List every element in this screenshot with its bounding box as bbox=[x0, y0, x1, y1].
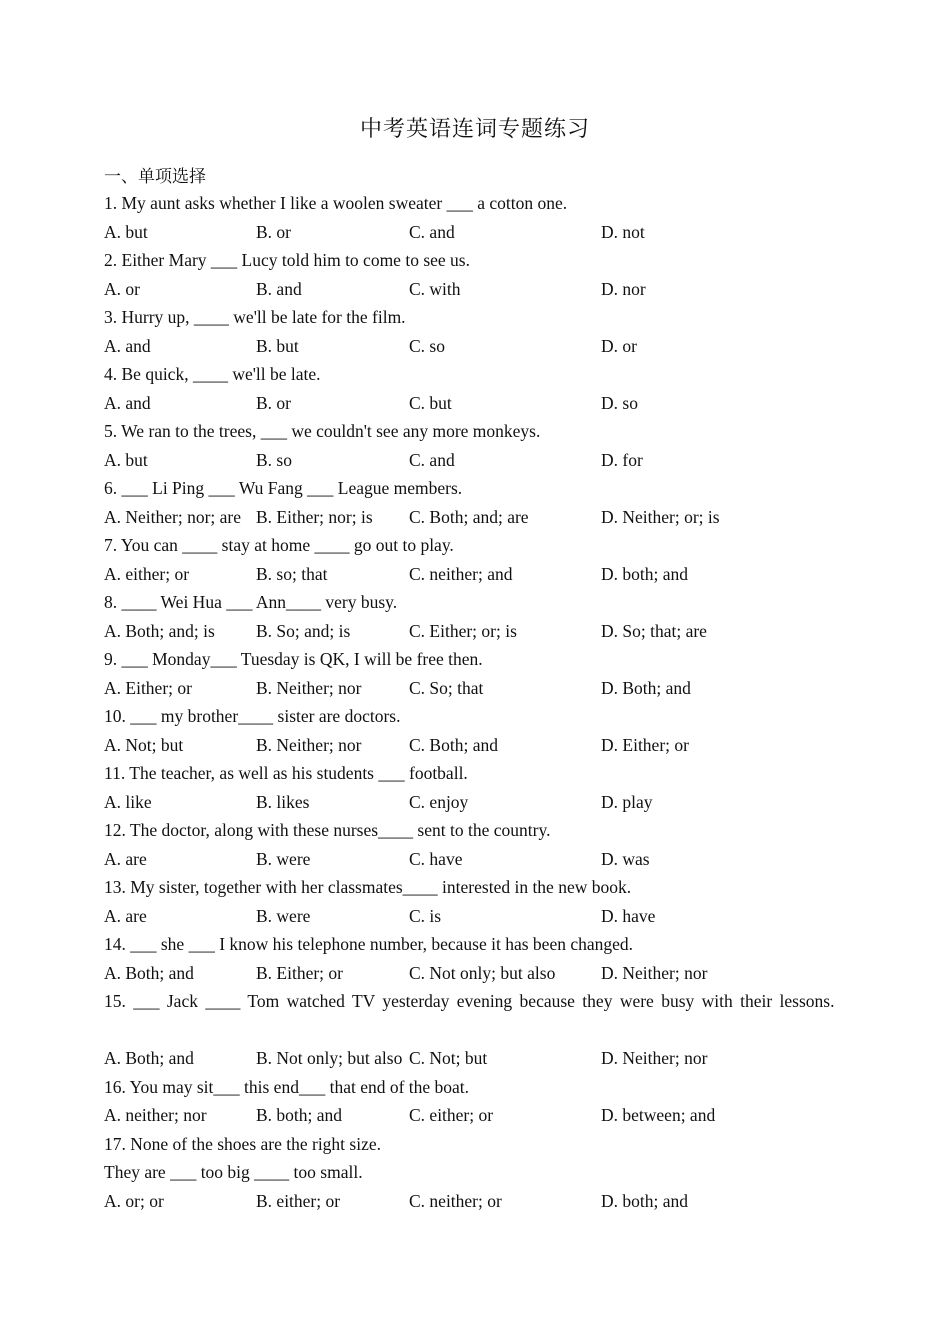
option-b: B. Neither; nor bbox=[256, 734, 362, 755]
option-b: B. likes bbox=[256, 791, 310, 812]
question-text: 5. We ran to the trees, ___ we couldn't see any more monkeys. bbox=[104, 421, 541, 441]
answer-options bbox=[104, 560, 848, 589]
option-a: A. are bbox=[104, 848, 147, 869]
option-d: D. Either; or bbox=[601, 734, 689, 755]
question-text: 2. Either Mary ___ Lucy told him to come to see us. bbox=[104, 250, 470, 270]
answer-options bbox=[104, 1187, 848, 1216]
question-item bbox=[104, 1130, 848, 1216]
question-text: 12. The doctor, along with these nurses____ sent to the country. bbox=[104, 820, 551, 840]
answer-options bbox=[104, 389, 848, 418]
question-text: 4. Be quick, ____ we'll be late. bbox=[104, 364, 321, 384]
question-list bbox=[104, 189, 848, 1215]
question-item bbox=[104, 360, 848, 417]
answer-options bbox=[104, 845, 848, 874]
option-c: C. so bbox=[409, 335, 445, 356]
option-c: C. and bbox=[409, 449, 455, 470]
question-item bbox=[104, 474, 848, 531]
option-c: C. Either; or; is bbox=[409, 620, 517, 641]
option-d: D. so bbox=[601, 392, 638, 413]
option-c: C. Both; and; are bbox=[409, 506, 529, 527]
option-c: C. and bbox=[409, 221, 455, 242]
option-d: D. was bbox=[601, 848, 650, 869]
question-text: 14. ___ she ___ I know his telephone number, because it has been changed. bbox=[104, 934, 634, 954]
option-b: B. or bbox=[256, 392, 291, 413]
question-text: 8. ____ Wei Hua ___ Ann____ very busy. bbox=[104, 592, 398, 612]
question-item bbox=[104, 417, 848, 474]
question-text: 13. My sister, together with her classmates____ interested in the new book. bbox=[104, 877, 632, 897]
option-c: C. Both; and bbox=[409, 734, 498, 755]
question-text: 7. You can ____ stay at home ____ go out to play. bbox=[104, 535, 454, 555]
question-text: 10. ___ my brother____ sister are doctors. bbox=[104, 706, 401, 726]
option-b: B. either; or bbox=[256, 1190, 341, 1211]
answer-options bbox=[104, 731, 848, 760]
option-a: A. Both; and bbox=[104, 962, 194, 983]
answer-options bbox=[104, 503, 848, 532]
question-item bbox=[104, 759, 848, 816]
question-text: 11. The teacher, as well as his students ___ football. bbox=[104, 763, 468, 783]
option-a: A. Both; and; is bbox=[104, 620, 215, 641]
option-b: B. were bbox=[256, 905, 311, 926]
question-text: 17. None of the shoes are the right size. bbox=[104, 1133, 382, 1154]
option-b: B. Neither; nor bbox=[256, 677, 362, 698]
option-c: C. enjoy bbox=[409, 791, 469, 812]
answer-options bbox=[104, 1101, 848, 1130]
option-b: B. so bbox=[256, 449, 292, 470]
option-b: B. Either; or bbox=[256, 962, 343, 983]
question-item bbox=[104, 588, 848, 645]
question-text: 1. My aunt asks whether I like a woolen sweater ___ a cotton one. bbox=[104, 193, 568, 213]
option-d: D. So; that; are bbox=[601, 620, 707, 641]
option-a: A. neither; nor bbox=[104, 1105, 207, 1125]
option-b: B. and bbox=[256, 278, 302, 299]
option-b: B. or bbox=[256, 221, 291, 242]
answer-options bbox=[104, 788, 848, 817]
option-a: A. or bbox=[104, 278, 140, 299]
option-c: C. with bbox=[409, 278, 461, 299]
question-text: 3. Hurry up, ____ we'll be late for the film. bbox=[104, 307, 406, 327]
question-item bbox=[104, 189, 848, 246]
option-b: B. Not only; but also bbox=[256, 1048, 403, 1068]
option-d: D. not bbox=[601, 221, 645, 242]
option-d: D. Neither; nor bbox=[601, 1048, 708, 1068]
option-c: C. Not only; but also bbox=[409, 962, 556, 983]
option-d: D. both; and bbox=[601, 563, 689, 584]
question-item bbox=[104, 303, 848, 360]
option-d: D. Neither; nor bbox=[601, 962, 708, 983]
question-text: 9. ___ Monday___ Tuesday is QK, I will be free then. bbox=[104, 649, 483, 669]
option-b: B. were bbox=[256, 848, 311, 869]
answer-options bbox=[104, 617, 848, 646]
option-d: D. between; and bbox=[601, 1105, 716, 1125]
option-a: A. Either; or bbox=[104, 677, 192, 698]
option-c: C. either; or bbox=[409, 1105, 494, 1125]
option-a: A. but bbox=[104, 449, 148, 470]
question-text: 15. ___ Jack ____ Tom watched TV yesterday evening because they were busy with their lessons. bbox=[104, 991, 835, 1011]
option-b: B. So; and; is bbox=[256, 620, 351, 641]
option-b: B. Either; nor; is bbox=[256, 506, 373, 527]
question-item bbox=[104, 816, 848, 873]
option-a: A. or; or bbox=[104, 1190, 164, 1211]
option-c: C. So; that bbox=[409, 677, 484, 698]
option-c: C. have bbox=[409, 848, 463, 869]
option-a: A. like bbox=[104, 791, 152, 812]
option-b: B. so; that bbox=[256, 563, 328, 584]
answer-options bbox=[104, 218, 848, 247]
answer-options bbox=[104, 959, 848, 988]
option-d: D. Neither; or; is bbox=[601, 506, 720, 527]
answer-options bbox=[104, 275, 848, 304]
question-item bbox=[104, 873, 848, 930]
option-c: C. neither; or bbox=[409, 1190, 502, 1211]
option-a: A. and bbox=[104, 335, 151, 356]
option-b: B. both; and bbox=[256, 1105, 343, 1125]
question-item bbox=[104, 987, 848, 1073]
question-text: 16. You may sit___ this end___ that end of the boat. bbox=[104, 1076, 470, 1097]
question-item bbox=[104, 1073, 848, 1130]
option-c: C. Not; but bbox=[409, 1048, 488, 1068]
option-d: D. Both; and bbox=[601, 677, 691, 698]
answer-options bbox=[104, 674, 848, 703]
option-a: A. are bbox=[104, 905, 147, 926]
option-a: A. either; or bbox=[104, 563, 190, 584]
question-item bbox=[104, 645, 848, 702]
question-item bbox=[104, 531, 848, 588]
question-text: 6. ___ Li Ping ___ Wu Fang ___ League members. bbox=[104, 478, 463, 498]
option-d: D. play bbox=[601, 791, 653, 812]
answer-options bbox=[104, 446, 848, 475]
option-a: A. Neither; nor; are bbox=[104, 506, 242, 527]
option-c: C. but bbox=[409, 392, 452, 413]
option-a: A. but bbox=[104, 221, 148, 242]
question-item bbox=[104, 930, 848, 987]
question-text-continued: They are ___ too big ____ too small. bbox=[104, 1162, 363, 1182]
section-heading: 一、单项选择 bbox=[104, 167, 206, 187]
option-c: C. is bbox=[409, 905, 442, 926]
answer-options bbox=[104, 902, 848, 931]
option-d: D. both; and bbox=[601, 1190, 689, 1211]
option-d: D. have bbox=[601, 905, 656, 926]
question-item bbox=[104, 702, 848, 759]
option-d: D. nor bbox=[601, 278, 646, 299]
answer-options bbox=[104, 1044, 848, 1073]
option-d: D. for bbox=[601, 449, 643, 470]
option-a: A. and bbox=[104, 392, 151, 413]
page-title: 中考英语连词专题练习 bbox=[359, 117, 590, 142]
option-c: C. neither; and bbox=[409, 563, 513, 584]
answer-options bbox=[104, 332, 848, 361]
question-item bbox=[104, 246, 848, 303]
option-b: B. but bbox=[256, 335, 299, 356]
option-a: A. Not; but bbox=[104, 734, 184, 755]
option-d: D. or bbox=[601, 335, 637, 356]
option-a: A. Both; and bbox=[104, 1048, 194, 1068]
